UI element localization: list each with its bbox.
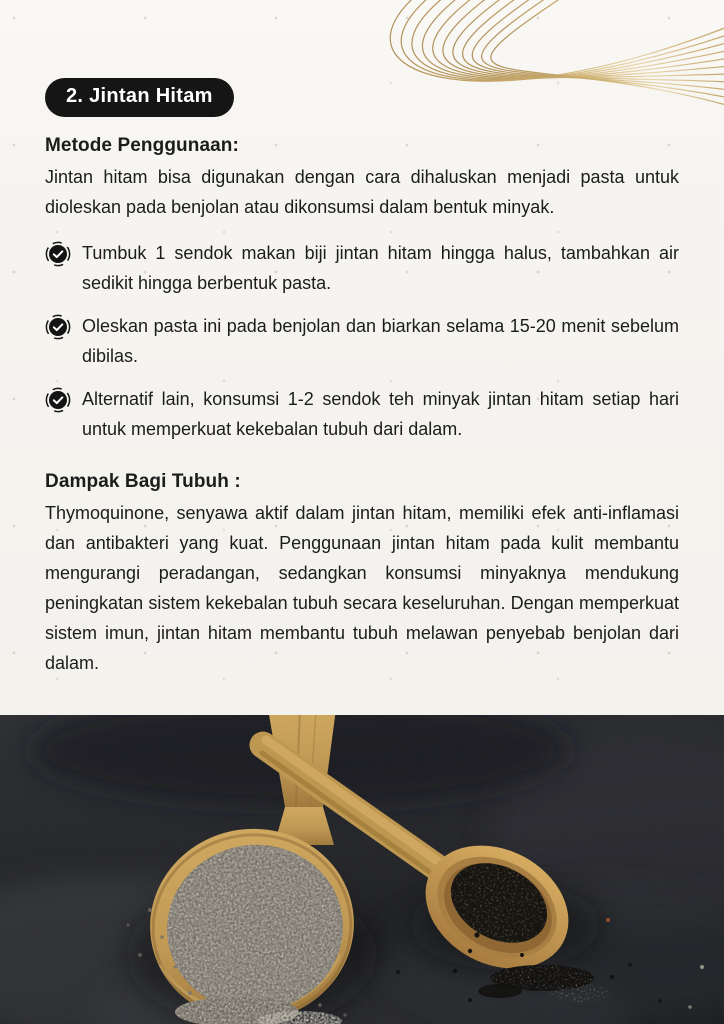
method-steps-list (45, 238, 679, 444)
step-text: Tumbuk 1 sendok makan biji jintan hitam hingga halus, tambahkan air sedikit hingga berbentuk pasta. (82, 243, 679, 293)
method-intro: Jintan hitam bisa digunakan dengan cara dihaluskan menjadi pasta untuk dioleskan pada benjolan atau dikonsumsi dalam bentuk minyak. (45, 167, 679, 217)
step-text: Alternatif lain, konsumsi 1-2 sendok teh minyak jintan hitam setiap hari untuk memperkuat kekebalan tubuh dari dalam. (82, 389, 679, 439)
list-item (45, 238, 679, 298)
section-badge (45, 78, 234, 117)
grain-overlay (0, 715, 724, 1024)
method-heading: Metode Penggunaan: (45, 135, 239, 156)
section-badge-label: 2. Jintan Hitam (66, 85, 213, 107)
step-text: Oleskan pasta ini pada benjolan dan biarkan selama 15-20 menit sebelum dibilas. (82, 316, 679, 366)
check-circle-icon (45, 314, 71, 340)
check-circle-icon (45, 241, 71, 267)
list-item (45, 311, 679, 371)
impact-heading: Dampak Bagi Tubuh : (45, 471, 241, 492)
photo-black-cumin-spoons (0, 715, 724, 1024)
photo-illustration (0, 715, 724, 1024)
impact-body: Thymoquinone, senyawa aktif dalam jintan hitam, memiliki efek anti-inflamasi dan antibakteri yang kuat. Penggunaan jintan hitam pada kulit membantu mengurangi peradangan, sedangkan konsumsi minyaknya mendukung peningkatan sistem kekebalan tubuh secara keseluruhan. Dengan memperkuat sistem imun, jintan hitam membantu tubuh melawan penyebab benjolan dari dalam. (45, 503, 679, 673)
list-item (45, 384, 679, 444)
check-circle-icon (45, 387, 71, 413)
